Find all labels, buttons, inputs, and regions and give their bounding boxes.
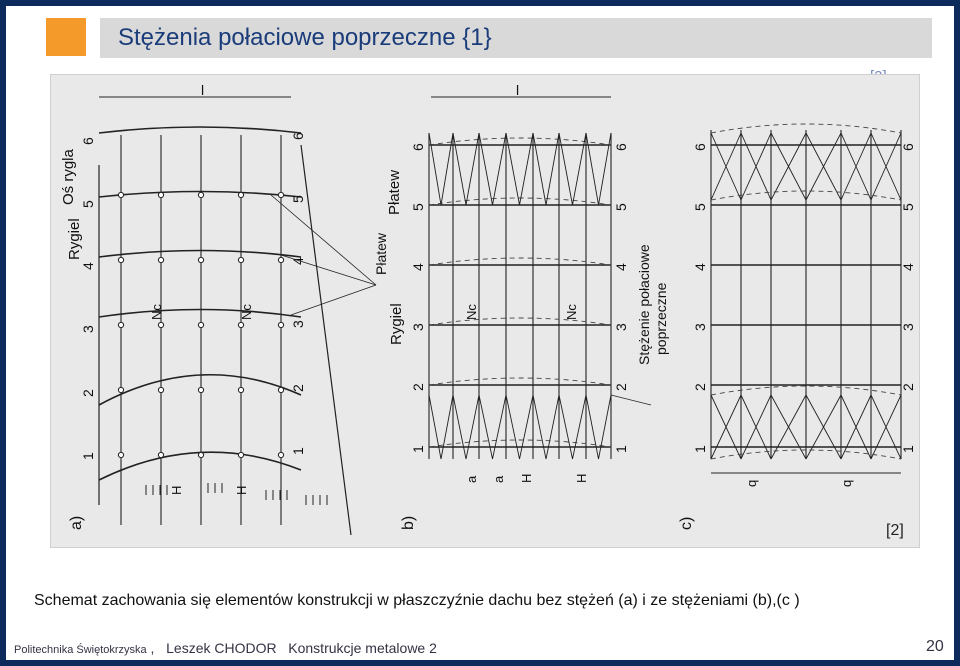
axis-number: 2 <box>290 384 306 392</box>
axis-number: 5 <box>613 203 629 211</box>
label-h: H <box>234 485 249 495</box>
bracing-diagonal <box>479 395 493 459</box>
joint-node <box>278 257 283 262</box>
axis-number: 4 <box>613 263 629 271</box>
axis-number: 6 <box>80 137 96 145</box>
title-accent-square <box>46 18 86 56</box>
joint-node <box>238 387 243 392</box>
rafter-line <box>301 145 351 535</box>
joint-node <box>238 192 243 197</box>
axis-number: 5 <box>80 200 96 208</box>
bracing-diagonal <box>520 133 534 205</box>
label-platew: Płatew <box>373 232 389 275</box>
buckling-dashed <box>429 378 611 385</box>
bracing-diagonal <box>546 395 559 459</box>
bracing-diagonal <box>429 395 441 459</box>
joint-node <box>118 322 123 327</box>
axis-number: 4 <box>290 257 306 265</box>
axis-number: 6 <box>692 143 708 151</box>
bracing-diagonal <box>520 395 534 459</box>
reference-bottom: [2] <box>886 522 904 539</box>
label-platew-b: Płatew <box>386 169 403 215</box>
label-nc: Nc <box>239 304 254 320</box>
joint-node <box>158 257 163 262</box>
axis-number: 2 <box>410 383 426 391</box>
panel-label-c: c) <box>678 516 695 530</box>
span-l: l <box>201 82 205 98</box>
bracing-diagonal <box>453 395 466 459</box>
joint-node <box>278 322 283 327</box>
axis-number: 5 <box>410 203 426 211</box>
bracing-diagonal <box>573 133 587 205</box>
panel-label-b: b) <box>400 515 417 530</box>
joint-node <box>118 387 123 392</box>
span-l-b: l <box>516 82 520 98</box>
footer-author: Leszek CHODOR <box>166 640 277 656</box>
axis-number: 3 <box>290 320 306 328</box>
label-a: a <box>464 475 479 483</box>
joint-node <box>118 192 123 197</box>
joint-node <box>198 257 203 262</box>
axis-number: 2 <box>613 383 629 391</box>
label-q: q <box>839 479 854 487</box>
axis-number: 1 <box>80 452 96 460</box>
leader-line <box>611 395 651 405</box>
bracing-diagonal <box>559 395 573 459</box>
label-nc-b: Nc <box>564 304 579 320</box>
axis-number: 6 <box>410 143 426 151</box>
bracing-diagonal <box>493 395 507 459</box>
joint-node <box>238 257 243 262</box>
axis-number: 6 <box>613 143 629 151</box>
bracing-diagonal <box>533 395 546 459</box>
axis-number: 4 <box>692 263 708 271</box>
truss-diagram-figure <box>50 74 920 548</box>
axis-number: 5 <box>290 195 306 203</box>
axis-number: 3 <box>613 323 629 331</box>
leader-line <box>291 285 376 315</box>
bracing-diagonal <box>599 395 612 459</box>
axis-number: 5 <box>900 203 916 211</box>
joint-node <box>198 387 203 392</box>
leader-line <box>271 195 376 285</box>
label-h-b: H <box>574 473 589 483</box>
label-rygiel: Rygiel <box>66 218 83 260</box>
axis-number: 3 <box>692 323 708 331</box>
joint-node <box>158 452 163 457</box>
joint-node <box>158 387 163 392</box>
label-nc-b: Nc <box>464 304 479 320</box>
joint-node <box>238 452 243 457</box>
label-h: H <box>169 485 184 495</box>
axis-number: 3 <box>410 323 426 331</box>
label-rygiel-b: Rygiel <box>388 303 405 345</box>
axis-number: 1 <box>290 447 306 455</box>
axis-number: 1 <box>900 445 916 453</box>
bracing-diagonal <box>586 133 599 205</box>
label-q: q <box>744 479 759 487</box>
footer <box>14 640 437 656</box>
axis-number: 3 <box>900 323 916 331</box>
label-a: a <box>491 475 506 483</box>
figure-caption: Schemat zachowania się elementów konstrukcji w płaszczyźnie dachu bez stężeń (a) i ze stężeniami (b),(c ) <box>34 592 800 609</box>
bracing-diagonal <box>466 133 479 205</box>
buckled-purlin-curve <box>99 310 301 318</box>
footer-separator: , <box>146 640 155 656</box>
buckling-dashed <box>429 318 611 325</box>
leader-line <box>281 255 376 285</box>
label-nc: Nc <box>149 304 164 320</box>
axis-number: 2 <box>692 383 708 391</box>
joint-node <box>278 452 283 457</box>
axis-number: 2 <box>80 389 96 397</box>
axis-number: 4 <box>80 262 96 270</box>
buckling-dashed <box>429 258 611 265</box>
bracing-diagonal <box>453 133 466 205</box>
axis-number: 2 <box>900 383 916 391</box>
title-bar <box>100 18 932 58</box>
label-h-b: H <box>519 473 534 483</box>
bracing-diagonal <box>586 395 599 459</box>
bracing-diagonal <box>573 395 587 459</box>
axis-number: 3 <box>80 325 96 333</box>
bracing-diagonal <box>506 395 520 459</box>
label-stezenie-line1: Stężenie połaciowe <box>636 244 652 365</box>
panel-label-a: a) <box>68 515 85 530</box>
bracing-diagonal <box>546 133 559 205</box>
bracing-diagonal <box>559 133 573 205</box>
joint-node <box>198 452 203 457</box>
joint-node <box>198 322 203 327</box>
axis-number: 1 <box>410 445 426 453</box>
footer-course: Konstrukcje metalowe 2 <box>288 640 437 656</box>
axis-number: 5 <box>692 203 708 211</box>
bracing-diagonal <box>466 395 479 459</box>
joint-node <box>238 322 243 327</box>
footer-institution: Politechnika Świętokrzyska <box>14 644 147 656</box>
axis-number: 4 <box>900 263 916 271</box>
truss-diagram-svg <box>51 75 919 547</box>
bracing-diagonal <box>479 133 493 205</box>
joint-node <box>158 192 163 197</box>
axis-number: 6 <box>900 143 916 151</box>
bracing-diagonal <box>506 133 520 205</box>
axis-number: 1 <box>613 445 629 453</box>
joint-node <box>278 387 283 392</box>
joint-node <box>158 322 163 327</box>
label-stezenie-line2: poprzeczne <box>653 282 669 355</box>
bracing-diagonal <box>533 133 546 205</box>
buckled-purlin-curve <box>99 127 301 133</box>
joint-node <box>198 192 203 197</box>
bracing-diagonal <box>441 395 453 459</box>
bracing-diagonal <box>441 133 453 205</box>
buckling-dashed <box>429 440 611 447</box>
label-os-rygla: Oś rygla <box>60 149 77 205</box>
page-number: 20 <box>926 638 944 655</box>
axis-number: 1 <box>692 445 708 453</box>
axis-number: 4 <box>410 263 426 271</box>
joint-node <box>118 257 123 262</box>
bracing-diagonal <box>493 133 507 205</box>
axis-number: 6 <box>290 132 306 140</box>
buckled-purlin-curve <box>99 251 301 258</box>
joint-node <box>118 452 123 457</box>
joint-node <box>278 192 283 197</box>
slide-title: Stężenia połaciowe poprzeczne {1} <box>118 24 492 51</box>
